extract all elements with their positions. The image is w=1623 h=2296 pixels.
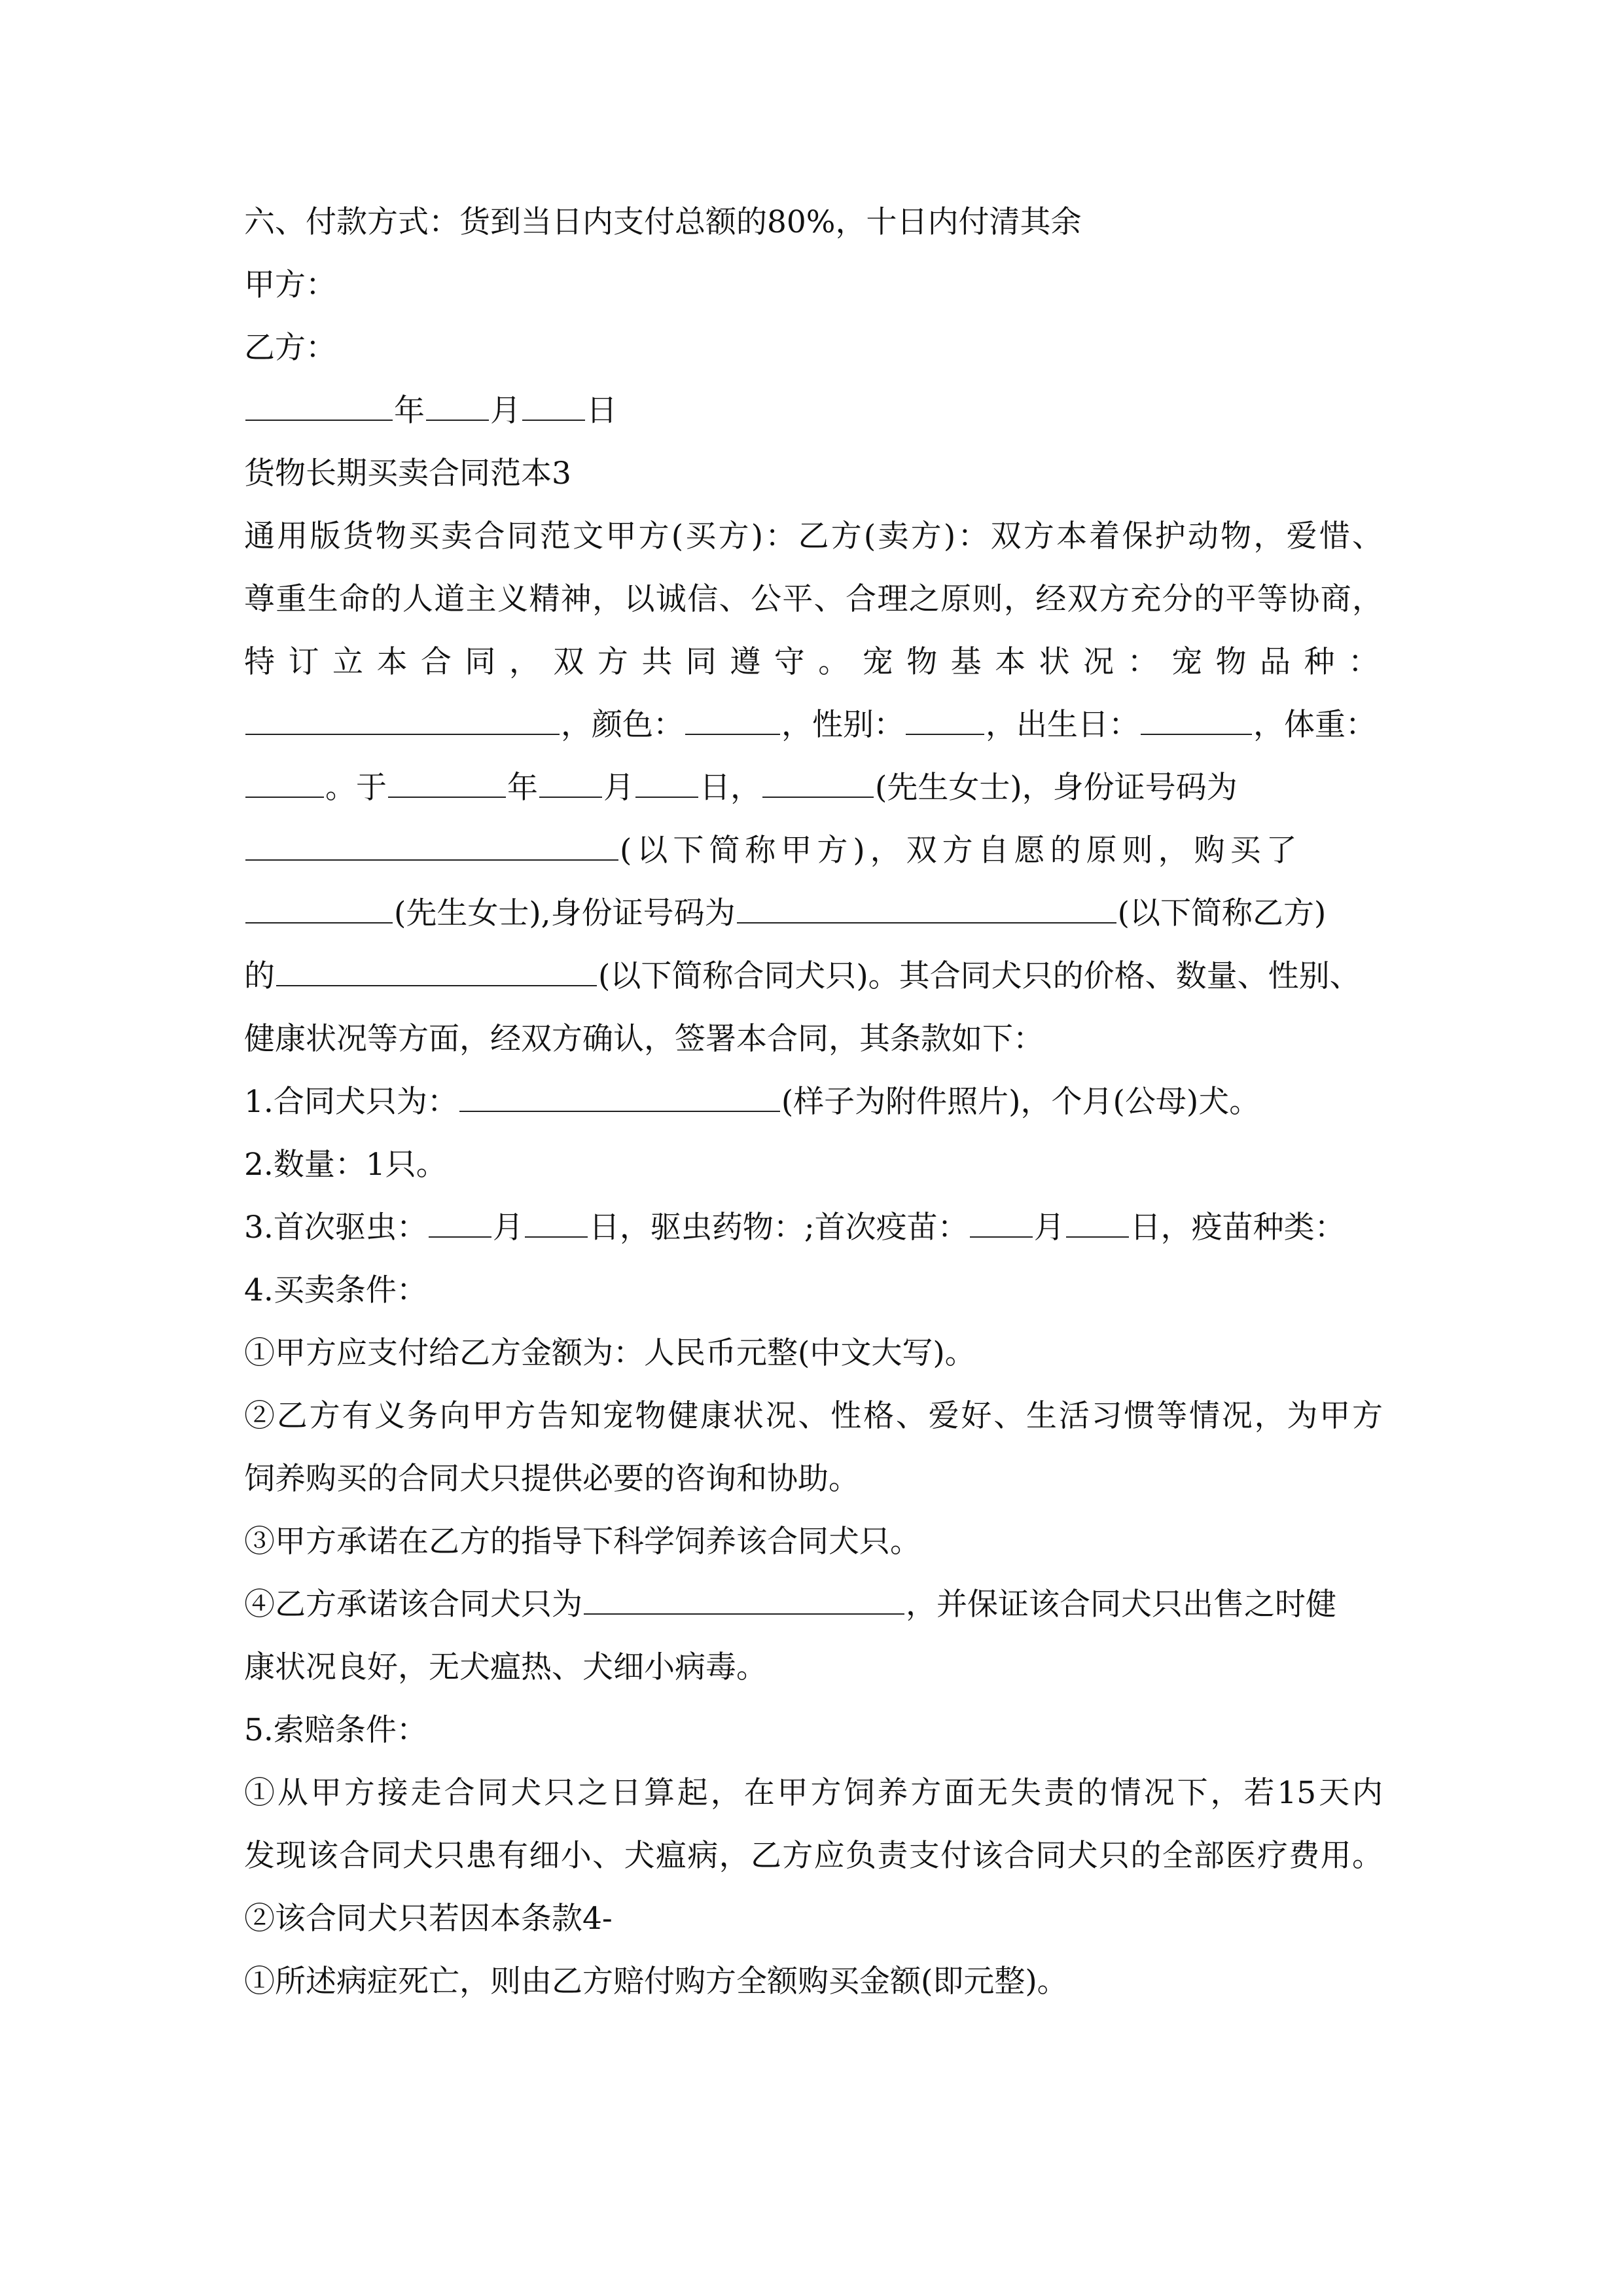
paragraph-line: 特订立本合同，双方共同遵守。宠物基本状况：宠物品种：	[244, 644, 1383, 680]
clause-item: ①从甲方接走合同犬只之日算起，在甲方饲养方面无失责的情况下，若15天内	[244, 1775, 1383, 1811]
dog-desc-blank	[276, 984, 597, 986]
clause-item: ②该合同犬只若因本条款4-	[244, 1901, 613, 1937]
date-line	[244, 380, 1383, 442]
buyer-id-line: (以下简称甲方)，双方自愿的原则，购买了	[244, 819, 1383, 882]
vaccine-month-blank	[970, 1236, 1033, 1238]
clause-item: 饲养购买的合同犬只提供必要的咨询和协助。	[244, 1461, 859, 1497]
month-label: 月	[490, 393, 521, 429]
section-heading: 货物长期买卖合同范本3	[244, 456, 571, 492]
day-blank	[635, 796, 698, 798]
paragraph-line: 健康状况等方面，经双方确认，签署本合同，其条款如下：	[244, 1021, 1044, 1057]
clause-item: 康状况良好，无犬瘟热、犬细小病毒。	[244, 1649, 767, 1685]
year-blank	[388, 796, 506, 798]
clause-item: ①所述病症死亡，则由乙方赔付购方全额购买金额(即元整)。	[244, 1964, 1068, 2000]
dog-desc-line: 的 (以下简称合同犬只)。其合同犬只的价格、数量、性别、	[244, 958, 1361, 994]
seller-id-line: (先生女士),身份证号码为 (以下简称乙方)	[244, 882, 1383, 945]
birthdate-blank	[1141, 733, 1252, 735]
breed-blank	[245, 733, 560, 735]
clause-item: ②乙方有义务向甲方告知宠物健康状况、性格、爱好、生活习惯等情况，为甲方	[244, 1398, 1383, 1434]
clause-item: ①甲方应支付给乙方金额为：人民币元整(中文大写)。	[244, 1335, 976, 1371]
day-label: 日	[586, 393, 617, 429]
year-label: 年	[394, 393, 425, 429]
deworm-day-blank	[525, 1236, 588, 1238]
clause-4-heading: 4.买卖条件：	[244, 1272, 427, 1308]
clause-item: ④乙方承诺该合同犬只为 ，并保证该合同犬只出售之时健	[244, 1587, 1336, 1623]
clause-item: ③甲方承诺在乙方的指导下科学饲养该合同犬只。	[244, 1524, 921, 1560]
seller-name-blank	[245, 922, 393, 924]
month-blank	[426, 419, 489, 421]
clause-5-heading: 5.索赔条件：	[244, 1712, 427, 1748]
purchase-date-line: 。于 年 月 日， (先生女士)，身份证号码为	[244, 757, 1383, 819]
paragraph-line: 通用版货物买卖合同范文甲方(买方)：乙方(卖方)：双方本着保护动物，爱惜、	[244, 518, 1383, 554]
year-blank	[245, 419, 393, 421]
pet-details-line: ，颜色： ，性别： ，出生日： ，体重：	[244, 694, 1383, 757]
dog-health-blank	[584, 1613, 904, 1615]
gender-blank	[906, 733, 984, 735]
document-body	[244, 191, 1383, 2013]
buyer-id-blank	[245, 859, 618, 861]
dog-breed-blank	[459, 1110, 780, 1112]
clause-item: 发现该合同犬只患有细小、犬瘟病，乙方应负责支付该合同犬只的全部医疗费用。	[244, 1838, 1383, 1874]
party-b-label: 乙方：	[244, 330, 336, 366]
weight-blank	[245, 796, 324, 798]
seller-id-blank	[737, 922, 1116, 924]
clause-2: 2.数量：1只。	[244, 1147, 447, 1183]
vaccine-day-blank	[1066, 1236, 1129, 1238]
month-blank	[539, 796, 602, 798]
buyer-name-blank	[762, 796, 874, 798]
clause-1: 1.合同犬只为： (样子为附件照片)，个月(公母)犬。	[244, 1084, 1260, 1120]
paragraph-line: 尊重生命的人道主义精神，以诚信、公平、合理之原则，经双方充分的平等协商，	[244, 581, 1383, 617]
deworm-month-blank	[429, 1236, 491, 1238]
payment-terms-line: 六、付款方式：货到当日内支付总额的80%，十日内付清其余	[244, 204, 1082, 240]
day-blank	[522, 419, 585, 421]
color-blank	[685, 733, 780, 735]
party-a-label: 甲方：	[244, 267, 336, 303]
clause-3: 3.首次驱虫： 月 日，驱虫药物：;首次疫苗： 月 日，疫苗种类：	[244, 1210, 1346, 1246]
